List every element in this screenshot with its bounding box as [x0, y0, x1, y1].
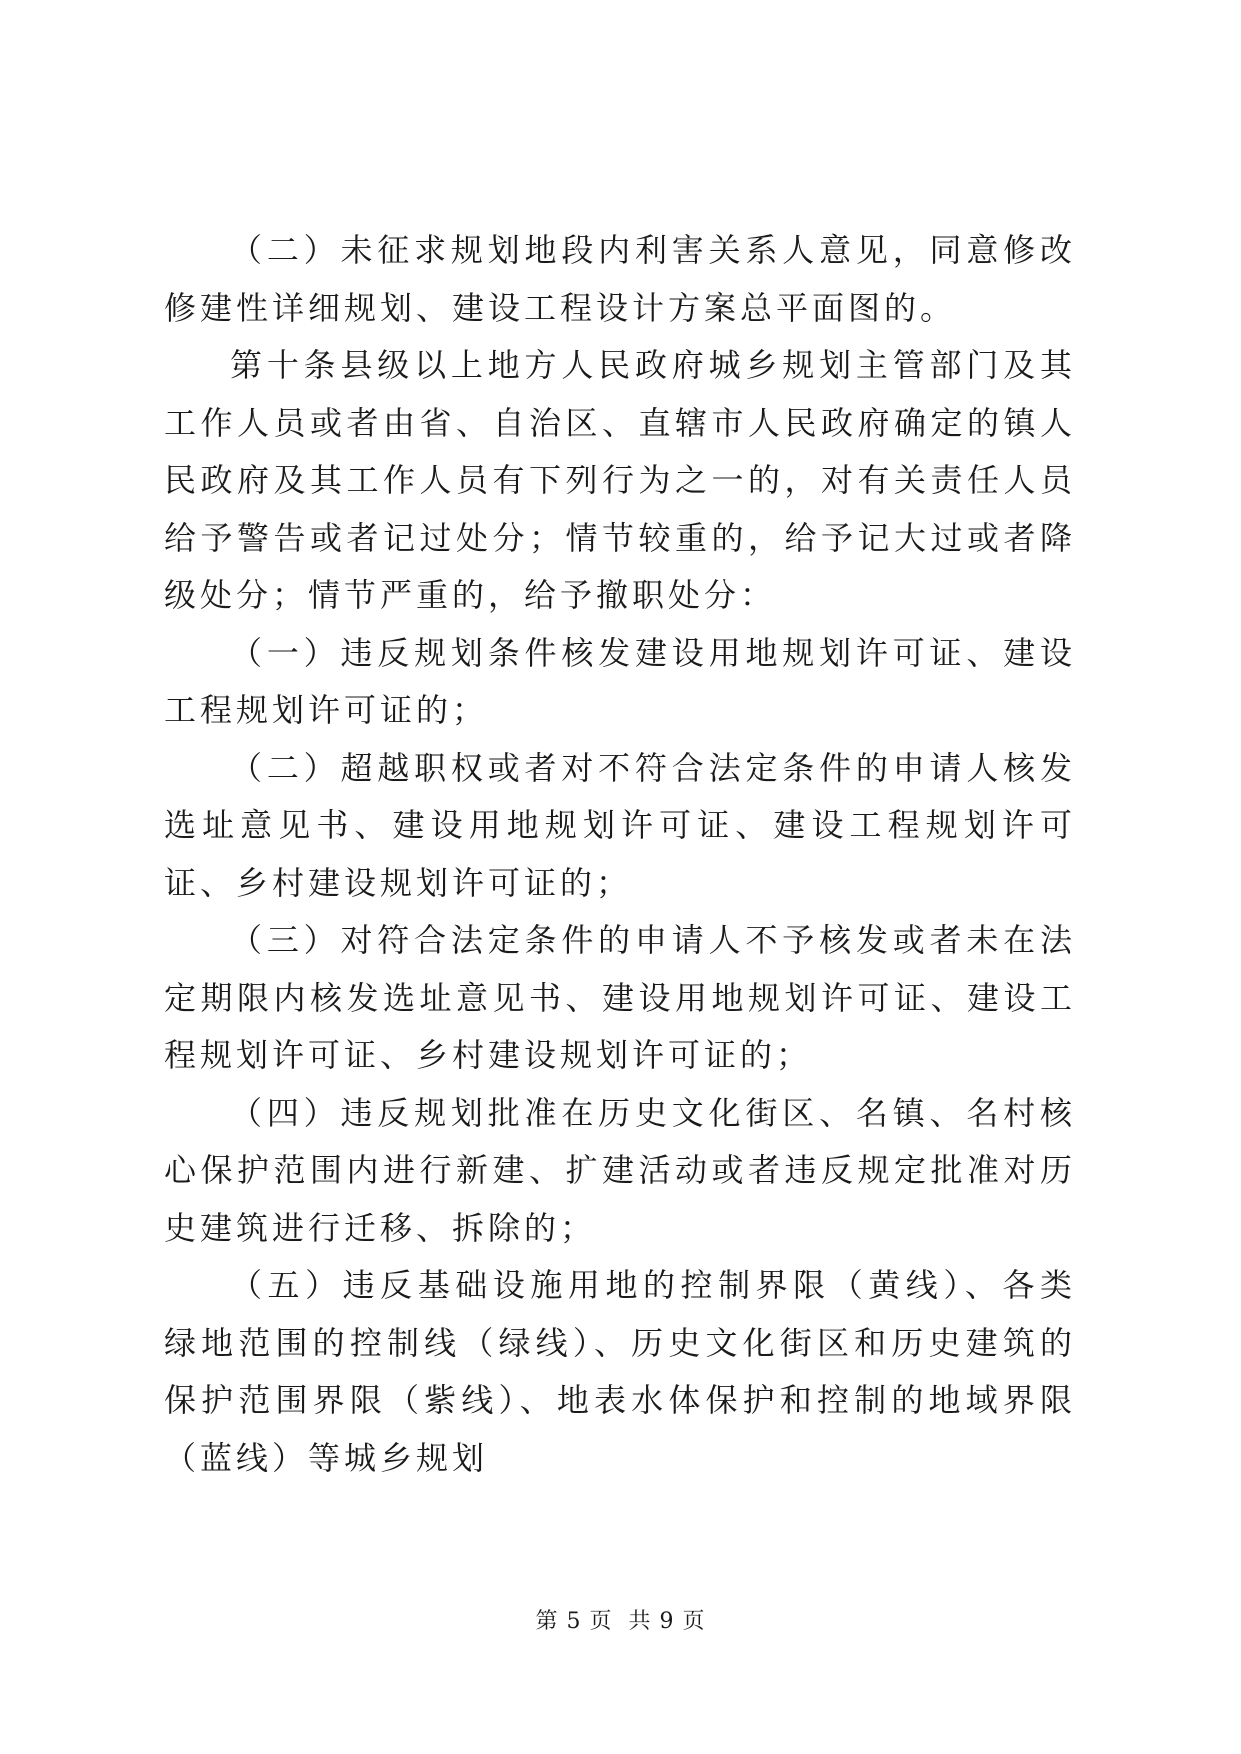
- paragraph: （五）违反基础设施用地的控制界限（黄线）、各类绿地范围的控制线（绿线）、历史文化街区和历史建筑的保护范围界限（紫线）、地表水体保护和控制的地域界限（蓝线）等城乡规划: [164, 1266, 1076, 1477]
- document-body: [164, 222, 1076, 1487]
- page-footer: [0, 1604, 1241, 1635]
- paragraph: 第十条县级以上地方人民政府城乡规划主管部门及其工作人员或者由省、自治区、直辖市人民政府确定的镇人民政府及其工作人员有下列行为之一的，对有关责任人员给予警告或者记过处分；情节较重的，给予记大过或者降级处分；情节严重的，给予撤职处分：: [164, 346, 1076, 614]
- paragraph: （三）对符合法定条件的申请人不予核发或者未在法定期限内核发选址意见书、建设用地规划许可证、建设工程规划许可证、乡村建设规划许可证的；: [164, 921, 1076, 1074]
- paragraph: （四）违反规划批准在历史文化街区、名镇、名村核心保护范围内进行新建、扩建活动或者违反规定批准对历史建筑进行迁移、拆除的；: [164, 1093, 1076, 1247]
- paragraph: （二）超越职权或者对不符合法定条件的申请人核发选址意见书、建设用地规划许可证、建设工程规划许可证、乡村建设规划许可证的；: [164, 748, 1076, 902]
- paragraph: （二）未征求规划地段内利害关系人意见，同意修改修建性详细规划、建设工程设计方案总平面图的。: [164, 231, 1076, 327]
- paragraph: （一）违反规划条件核发建设用地规划许可证、建设工程规划许可证的；: [164, 633, 1076, 729]
- page-number: 第 5 页 共 9 页: [535, 1609, 706, 1634]
